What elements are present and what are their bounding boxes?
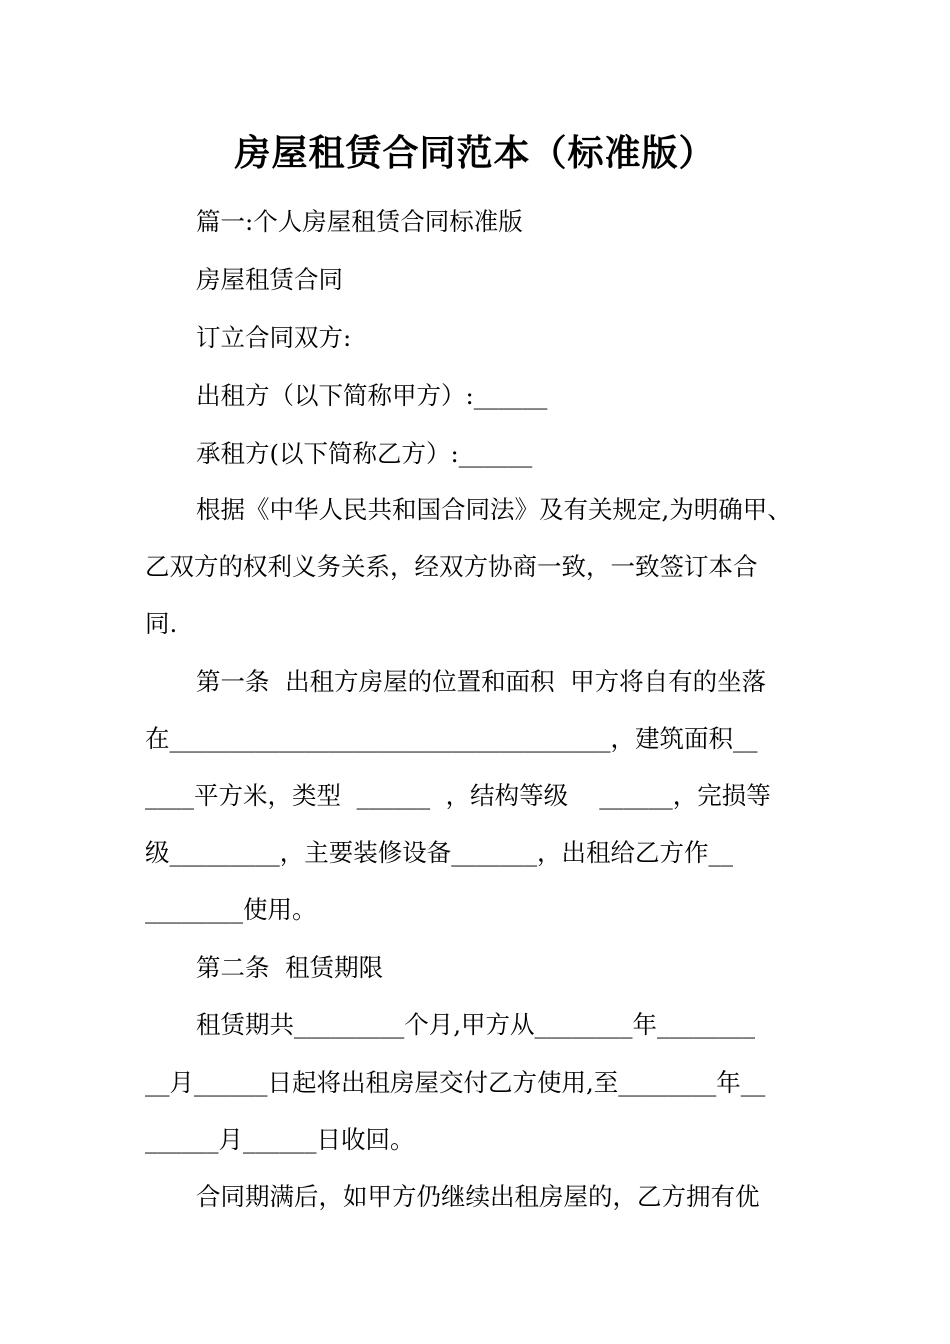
paragraph-line: 级_________，主要装修设备_______，出租给乙方作__	[145, 838, 733, 867]
paragraph-line: 合同期满后，如甲方仍继续出租房屋的，乙方拥有优	[196, 1182, 760, 1211]
section-heading: 篇一:个人房屋租赁合同标准版	[196, 207, 523, 236]
paragraph-line: 根据《中华人民共和国合同法》及有关规定,为明确甲、	[196, 495, 792, 524]
paragraph-line: 在____________________________________，建筑面积__	[145, 724, 758, 753]
document-title: 房屋租赁合同范本（标准版）	[234, 132, 716, 174]
article-heading: 第二条 租赁期限	[196, 953, 384, 982]
paragraph-line: 订立合同双方:	[196, 323, 352, 352]
lessor-line: 出租方（以下简称甲方）:______	[196, 381, 548, 410]
paragraph-line: ________使用。	[145, 895, 317, 924]
lessee-line: 承租方(以下简称乙方）:______	[196, 439, 533, 468]
paragraph-line: ____平方米，类型 ______ ，结构等级 ______，完损等	[145, 781, 771, 810]
paragraph-line: 乙双方的权利义务关系，经双方协商一致，一致签订本合	[145, 552, 758, 581]
paragraph-line: ______月______日收回。	[145, 1125, 415, 1154]
contract-heading: 房屋租赁合同	[196, 265, 343, 294]
paragraph-line: 租赁期共_________个月,甲方从________年________	[196, 1010, 756, 1039]
paragraph-line: 同.	[145, 609, 178, 638]
article-heading: 第一条 出租方房屋的位置和面积 甲方将自有的坐落	[196, 667, 767, 696]
paragraph-line: __月______日起将出租房屋交付乙方使用,至________年__	[145, 1068, 766, 1097]
